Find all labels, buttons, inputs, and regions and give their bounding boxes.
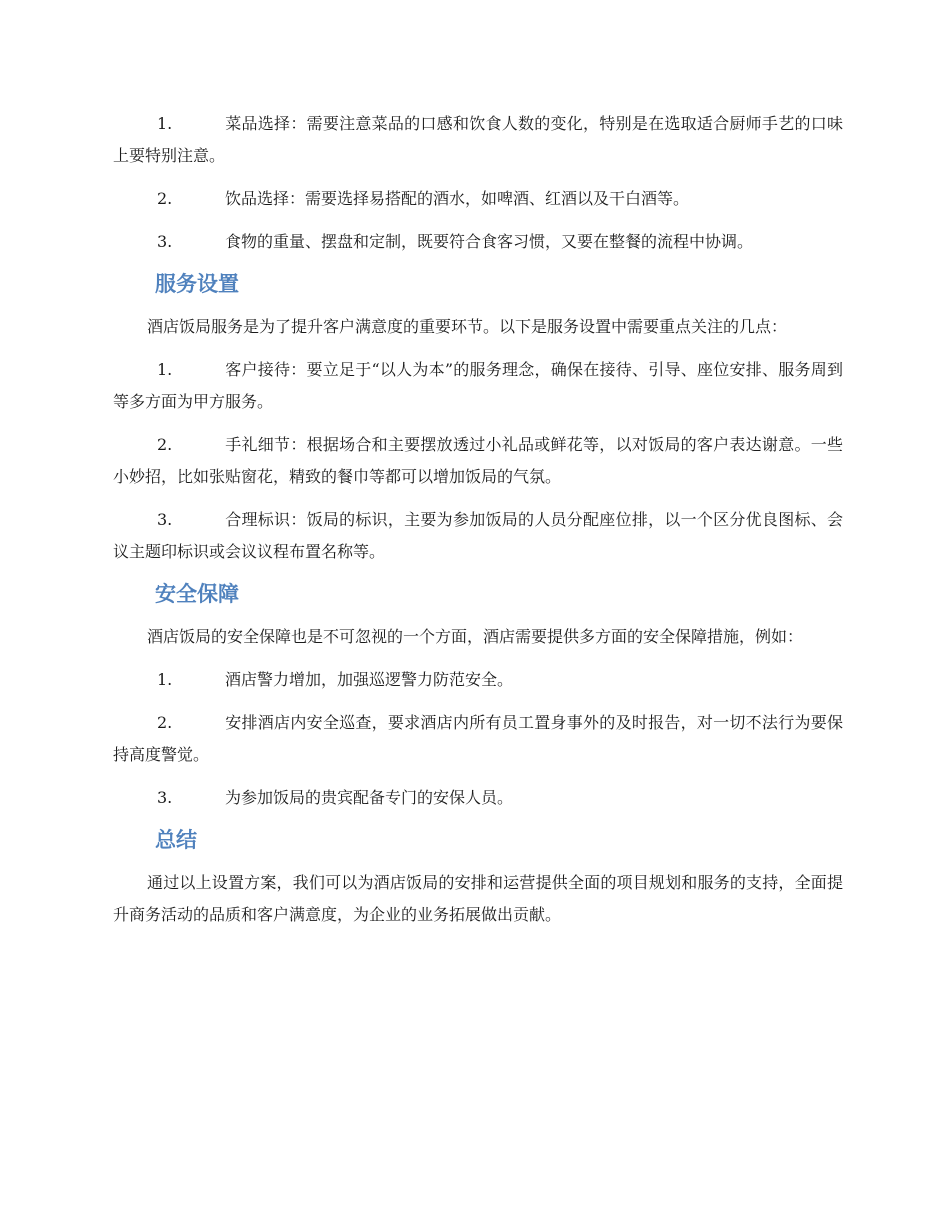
service-list-item-2 bbox=[113, 429, 843, 493]
list-number: 2. bbox=[157, 189, 173, 208]
menu-list-item-3 bbox=[113, 226, 843, 258]
list-text: 饮品选择：需要选择易搭配的酒水，如啤酒、红酒以及干白酒等。 bbox=[225, 189, 690, 208]
list-number: 1. bbox=[157, 360, 173, 379]
list-text: 安排酒店内安全巡查，要求酒店内所有员工置身事外的及时报告，对一切不法行为要保持高度警觉。 bbox=[113, 713, 843, 764]
menu-list-item-2 bbox=[113, 183, 843, 215]
list-text: 合理标识：饭局的标识，主要为参加饭局的人员分配座位排，以一个区分优良图标、会议主题印标识或会议议程布置名称等。 bbox=[113, 510, 843, 561]
document-content bbox=[113, 108, 843, 942]
list-number: 2. bbox=[157, 713, 173, 732]
security-list-item-3 bbox=[113, 782, 843, 814]
list-text: 为参加饭局的贵宾配备专门的安保人员。 bbox=[225, 788, 514, 807]
summary-heading: 总结 bbox=[155, 828, 197, 852]
list-text: 客户接待：要立足于“以人为本”的服务理念，确保在接待、引导、座位安排、服务周到等多方面为甲方服务。 bbox=[113, 360, 843, 411]
security-list-item-2 bbox=[113, 707, 843, 771]
list-number: 1. bbox=[157, 670, 173, 689]
list-text: 手礼细节：根据场合和主要摆放透过小礼品或鲜花等，以对饭局的客户表达谢意。一些小妙招，比如张贴窗花，精致的餐巾等都可以增加饭局的气氛。 bbox=[113, 435, 843, 486]
service-list-item-3 bbox=[113, 504, 843, 568]
list-text: 酒店警力增加，加强巡逻警力防范安全。 bbox=[225, 670, 514, 689]
list-number: 3. bbox=[157, 232, 173, 251]
service-intro: 酒店饭局服务是为了提升客户满意度的重要环节。以下是服务设置中需要重点关注的几点： bbox=[147, 317, 788, 336]
list-number: 2. bbox=[157, 435, 173, 454]
list-number: 3. bbox=[157, 510, 173, 529]
menu-list-item-1 bbox=[113, 108, 843, 172]
security-heading: 安全保障 bbox=[155, 582, 239, 606]
list-text: 食物的重量、摆盘和定制，既要符合食客习惯，又要在整餐的流程中协调。 bbox=[225, 232, 754, 251]
summary-text: 通过以上设置方案，我们可以为酒店饭局的安排和运营提供全面的项目规划和服务的支持，全面提升商务活动的品质和客户满意度，为企业的业务拓展做出贡献。 bbox=[113, 873, 843, 924]
security-intro: 酒店饭局的安全保障也是不可忽视的一个方面，酒店需要提供多方面的安全保障措施，例如： bbox=[147, 627, 804, 646]
service-list-item-1 bbox=[113, 354, 843, 418]
list-text: 菜品选择：需要注意菜品的口感和饮食人数的变化，特别是在选取适合厨师手艺的口味上要特别注意。 bbox=[113, 114, 843, 165]
service-heading: 服务设置 bbox=[155, 272, 239, 296]
security-list-item-1 bbox=[113, 664, 843, 696]
list-number: 3. bbox=[157, 788, 173, 807]
list-number: 1. bbox=[157, 114, 173, 133]
